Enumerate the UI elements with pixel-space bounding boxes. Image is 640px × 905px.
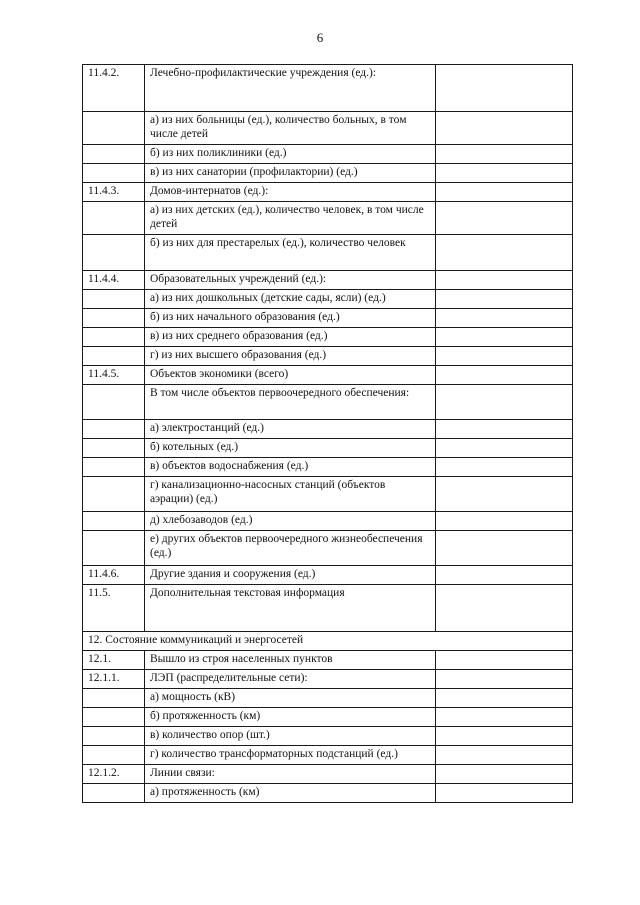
item-description-cell: Дополнительная текстовая информация <box>145 585 436 632</box>
item-description-cell: в) из них среднего образования (ед.) <box>145 328 436 347</box>
table-row <box>83 458 573 477</box>
value-cell[interactable] <box>436 328 573 347</box>
table-row <box>83 670 573 689</box>
value-cell[interactable] <box>436 235 573 271</box>
item-number-cell <box>83 235 145 271</box>
value-cell[interactable] <box>436 746 573 765</box>
value-cell[interactable] <box>436 385 573 420</box>
value-cell[interactable] <box>436 477 573 512</box>
item-number-cell <box>83 347 145 366</box>
form-table-body <box>83 65 573 803</box>
item-number-cell <box>83 112 145 145</box>
item-description-cell: е) других объектов первоочередного жизнеобеспечения (ед.) <box>145 531 436 566</box>
value-cell[interactable] <box>436 65 573 112</box>
table-row <box>83 183 573 202</box>
item-description-cell: а) протяженность (км) <box>145 784 436 803</box>
value-cell[interactable] <box>436 585 573 632</box>
value-cell[interactable] <box>436 512 573 531</box>
page-number: 6 <box>316 30 324 45</box>
value-cell[interactable] <box>436 290 573 309</box>
section-heading: 12. Состояние коммуникаций и энергосетей <box>83 632 573 651</box>
item-number-cell: 11.4.6. <box>83 566 145 585</box>
table-row <box>83 366 573 385</box>
item-number-cell: 11.4.3. <box>83 183 145 202</box>
item-number-cell <box>83 420 145 439</box>
value-cell[interactable] <box>436 708 573 727</box>
item-number-cell: 11.4.2. <box>83 65 145 112</box>
item-number-cell <box>83 385 145 420</box>
value-cell[interactable] <box>436 689 573 708</box>
item-number-cell <box>83 708 145 727</box>
item-number-cell <box>83 512 145 531</box>
item-description-cell: Лечебно-профилактические учреждения (ед.): <box>145 65 436 112</box>
item-number-cell <box>83 531 145 566</box>
value-cell[interactable] <box>436 439 573 458</box>
table-row <box>83 689 573 708</box>
item-description-cell: а) из них детских (ед.), количество человек, в том числе детей <box>145 202 436 235</box>
item-description-cell: г) из них высшего образования (ед.) <box>145 347 436 366</box>
table-row <box>83 385 573 420</box>
table-row <box>83 477 573 512</box>
item-description-cell: в) из них санатории (профилактории) (ед.) <box>145 164 436 183</box>
item-description-cell: ЛЭП (распределительные сети): <box>145 670 436 689</box>
table-row <box>83 784 573 803</box>
table-row <box>83 651 573 670</box>
value-cell[interactable] <box>436 183 573 202</box>
table-row <box>83 145 573 164</box>
item-number-cell <box>83 727 145 746</box>
table-row <box>83 512 573 531</box>
table-row <box>83 112 573 145</box>
item-description-cell: г) количество трансформаторных подстанций (ед.) <box>145 746 436 765</box>
value-cell[interactable] <box>436 366 573 385</box>
item-number-cell <box>83 746 145 765</box>
table-row <box>83 271 573 290</box>
item-description-cell: б) из них поликлиники (ед.) <box>145 145 436 164</box>
item-description-cell: а) электростанций (ед.) <box>145 420 436 439</box>
value-cell[interactable] <box>436 164 573 183</box>
value-cell[interactable] <box>436 651 573 670</box>
table-row <box>83 347 573 366</box>
value-cell[interactable] <box>436 784 573 803</box>
table-row <box>83 164 573 183</box>
table-row <box>83 439 573 458</box>
table-row <box>83 290 573 309</box>
item-description-cell: б) из них для престарелых (ед.), количество человек <box>145 235 436 271</box>
value-cell[interactable] <box>436 531 573 566</box>
table-row <box>83 328 573 347</box>
item-description-cell: а) мощность (кВ) <box>145 689 436 708</box>
item-number-cell <box>83 145 145 164</box>
table-row <box>83 202 573 235</box>
item-number-cell <box>83 458 145 477</box>
value-cell[interactable] <box>436 420 573 439</box>
table-row <box>83 309 573 328</box>
item-number-cell <box>83 477 145 512</box>
item-description-cell: в) объектов водоснабжения (ед.) <box>145 458 436 477</box>
form-table <box>82 64 573 803</box>
item-number-cell <box>83 202 145 235</box>
value-cell[interactable] <box>436 271 573 290</box>
item-number-cell <box>83 689 145 708</box>
table-row <box>83 585 573 632</box>
item-number-cell: 11.5. <box>83 585 145 632</box>
value-cell[interactable] <box>436 727 573 746</box>
table-row <box>83 65 573 112</box>
table-row <box>83 727 573 746</box>
table-row <box>83 632 573 651</box>
value-cell[interactable] <box>436 309 573 328</box>
value-cell[interactable] <box>436 347 573 366</box>
value-cell[interactable] <box>436 202 573 235</box>
item-description-cell: Образовательных учреждений (ед.): <box>145 271 436 290</box>
value-cell[interactable] <box>436 458 573 477</box>
item-number-cell <box>83 290 145 309</box>
item-number-cell: 11.4.4. <box>83 271 145 290</box>
item-number-cell: 11.4.5. <box>83 366 145 385</box>
table-row <box>83 531 573 566</box>
item-number-cell <box>83 309 145 328</box>
item-description-cell: г) канализационно-насосных станций (объектов аэрации) (ед.) <box>145 477 436 512</box>
item-number-cell: 12.1.1. <box>83 670 145 689</box>
item-number-cell <box>83 164 145 183</box>
item-description-cell: б) из них начального образования (ед.) <box>145 309 436 328</box>
item-description-cell: в) количество опор (шт.) <box>145 727 436 746</box>
value-cell[interactable] <box>436 670 573 689</box>
table-row <box>83 566 573 585</box>
item-description-cell: б) котельных (ед.) <box>145 439 436 458</box>
table-row <box>83 708 573 727</box>
item-number-cell <box>83 439 145 458</box>
table-row <box>83 746 573 765</box>
item-description-cell: Объектов экономики (всего) <box>145 366 436 385</box>
item-description-cell: а) из них больницы (ед.), количество больных, в том числе детей <box>145 112 436 145</box>
table-row <box>83 235 573 271</box>
item-number-cell: 12.1.2. <box>83 765 145 784</box>
table-row <box>83 765 573 784</box>
value-cell[interactable] <box>436 145 573 164</box>
item-number-cell <box>83 328 145 347</box>
item-description-cell: б) протяженность (км) <box>145 708 436 727</box>
item-description-cell: Линии связи: <box>145 765 436 784</box>
item-description-cell: Вышло из строя населенных пунктов <box>145 651 436 670</box>
item-number-cell: 12.1. <box>83 651 145 670</box>
item-description-cell: д) хлебозаводов (ед.) <box>145 512 436 531</box>
item-description-cell: В том числе объектов первоочередного обеспечения: <box>145 385 436 420</box>
item-description-cell: Другие здания и сооружения (ед.) <box>145 566 436 585</box>
table-row <box>83 420 573 439</box>
value-cell[interactable] <box>436 566 573 585</box>
item-number-cell <box>83 784 145 803</box>
value-cell[interactable] <box>436 112 573 145</box>
item-description-cell: а) из них дошкольных (детские сады, ясли) (ед.) <box>145 290 436 309</box>
item-description-cell: Домов-интернатов (ед.): <box>145 183 436 202</box>
value-cell[interactable] <box>436 765 573 784</box>
